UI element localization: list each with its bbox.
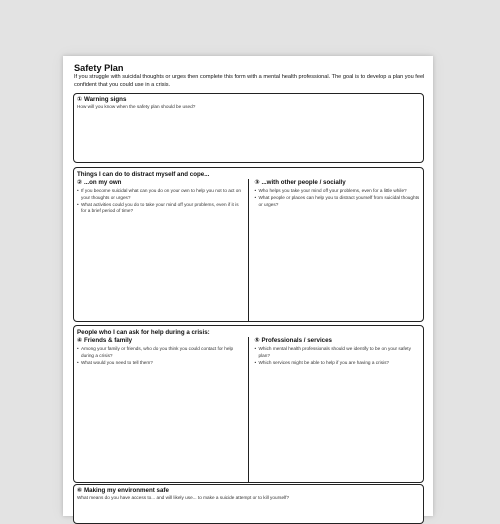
professionals-prompts bbox=[255, 346, 421, 366]
environment-safe-box[interactable] bbox=[73, 484, 424, 524]
step-3-icon: ③ bbox=[254, 179, 260, 186]
on-my-own-column[interactable] bbox=[74, 179, 249, 321]
on-my-own-title: ...on my own bbox=[83, 179, 122, 186]
list-item: • Who helps you take your mind off your problems, even for a little while? bbox=[255, 188, 421, 195]
list-item: • Which services might be able to help if you are having a crisis? bbox=[255, 360, 421, 367]
on-my-own-prompts bbox=[77, 188, 245, 215]
with-others-heading bbox=[255, 179, 421, 186]
friends-family-title: Friends & family bbox=[83, 337, 133, 344]
list-item: • Which mental health professionals should we identify to be on your safety plan? bbox=[255, 346, 421, 360]
environment-safe-heading bbox=[77, 487, 169, 494]
with-others-column[interactable] bbox=[249, 179, 424, 321]
on-my-own-heading bbox=[77, 179, 245, 186]
list-item: • What activities could you do to take your mind off your problems, even if it is for a brief period of time? bbox=[77, 202, 245, 216]
distract-heading: Things I can do to distract myself and cope... bbox=[77, 171, 210, 178]
step-2-icon: ② bbox=[77, 179, 83, 186]
with-others-title: ...with other people / socially bbox=[261, 179, 346, 186]
warning-signs-prompt: How will you know when the safety plan should be used? bbox=[77, 104, 196, 109]
warning-signs-box[interactable] bbox=[73, 93, 424, 163]
list-item: • Among your family or friends, who do you think you could contact for help during a crisis? bbox=[77, 346, 245, 360]
professionals-column[interactable] bbox=[249, 337, 424, 482]
friends-family-heading bbox=[77, 337, 245, 344]
list-item: • If you become suicidal what can you do on your own to help you not to act on your thoughts or urges? bbox=[77, 188, 245, 202]
help-people-heading: People who I can ask for help during a crisis: bbox=[77, 329, 210, 336]
page-title: Safety Plan bbox=[74, 63, 124, 73]
step-4-icon: ④ bbox=[77, 337, 83, 344]
step-6-icon: ⑥ bbox=[77, 487, 83, 494]
help-people-box bbox=[73, 325, 424, 483]
step-5-icon: ⑤ bbox=[254, 337, 260, 344]
friends-family-prompts bbox=[77, 346, 245, 366]
step-1-icon: ① bbox=[77, 96, 83, 103]
warning-signs-heading bbox=[77, 96, 126, 103]
friends-family-column[interactable] bbox=[74, 337, 249, 482]
worksheet-page bbox=[63, 56, 433, 516]
professionals-title: Professionals / services bbox=[261, 337, 332, 344]
intro-text: If you struggle with suicidal thoughts or urges then complete this form with a mental health professional. The goal is to develop a plan you feel confident that you could use in a crisis. bbox=[74, 74, 425, 89]
with-others-prompts bbox=[255, 188, 421, 208]
environment-safe-title: Making my environment safe bbox=[83, 487, 169, 494]
environment-safe-prompt: What means do you have access to... and will likely use... to make a suicide attempt or to kill yourself? bbox=[77, 495, 290, 500]
list-item: • What would you need to tell them? bbox=[77, 360, 245, 367]
distract-box bbox=[73, 167, 424, 322]
warning-signs-title: Warning signs bbox=[83, 96, 127, 103]
professionals-heading bbox=[255, 337, 421, 344]
list-item: • What people or places can help you to distract yourself from suicidal thoughts or urges? bbox=[255, 195, 421, 209]
